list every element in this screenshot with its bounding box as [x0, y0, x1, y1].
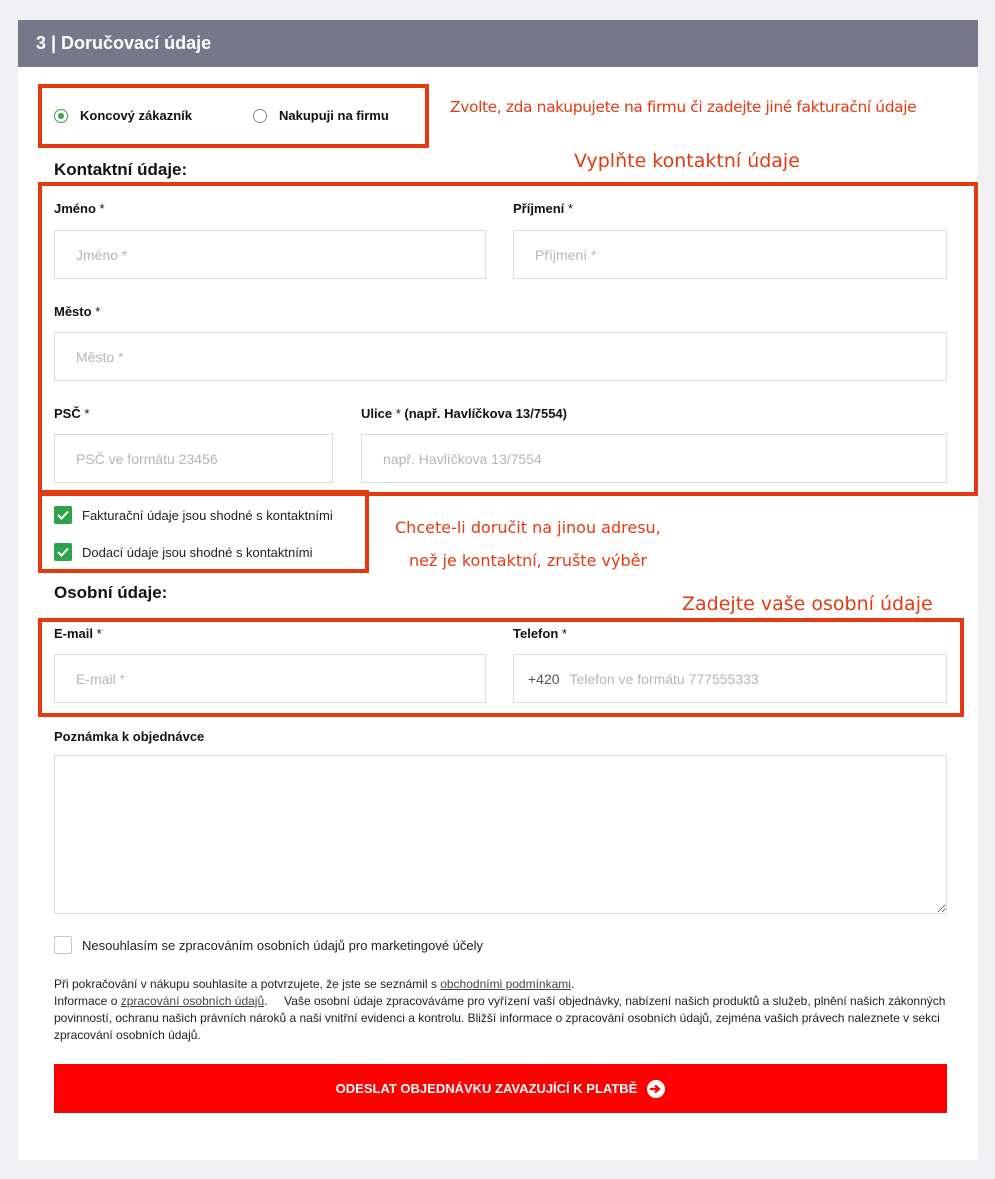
personal-section-title: Osobní údaje:	[54, 583, 168, 602]
street-label: Ulice * (např. Havlíčkova 13/7554)	[361, 406, 567, 421]
annotation-checkboxes-line2: než je kontaktní, zrušte výběr	[409, 551, 648, 570]
annotation-personal: Zadejte vaše osobní údaje	[682, 593, 933, 615]
radio-end-customer[interactable]	[54, 108, 192, 123]
last-name-label: Příjmení *	[513, 201, 573, 216]
billing-same-checkbox[interactable]	[54, 506, 333, 524]
checkmark-icon[interactable]	[54, 506, 72, 524]
submit-order-button[interactable]	[54, 1064, 947, 1113]
first-name-label: Jméno *	[54, 201, 105, 216]
phone-label: Telefon *	[513, 626, 567, 641]
zip-label: PSČ *	[54, 406, 90, 421]
checkmark-icon[interactable]	[54, 543, 72, 561]
phone-field[interactable]	[513, 654, 947, 703]
note-label: Poznámka k objednávce	[54, 729, 205, 744]
delivery-same-checkbox[interactable]	[54, 543, 313, 561]
annotation-checkboxes-line1: Chcete-li doručit na jinou adresu,	[395, 518, 661, 537]
last-name-input[interactable]	[513, 230, 947, 279]
phone-prefix: +420	[528, 670, 560, 687]
radio-unchecked-icon[interactable]	[253, 109, 267, 123]
legal-text: Při pokračování v nákupu souhlasíte a potvrzujete, že jste se seznámil s obchodními podmínkami. Informace o zpracování osobních údajů. Vaše osobní údaje zpracováváme pro vyřízení vaší objednávky, nabízení našich produktů a služeb, plnění našich zákonných povinností, ochranu našich právních nároků a naši vnitřní evidenci a kontrolu. Bližší informace o zpracování osobních údajů, zejména vašich právech naleznete v sekci zpracování osobních údajů.	[54, 977, 946, 1042]
marketing-label: Nesouhlasím se zpracováním osobních údajů pro marketingové účely	[82, 937, 484, 953]
contact-section-title: Kontaktní údaje:	[54, 160, 188, 179]
submit-label: ODESLAT OBJEDNÁVKU ZAVAZUJÍCÍ K PLATBĚ	[335, 1081, 638, 1096]
checkbox-empty-icon[interactable]	[54, 936, 72, 954]
annotation-contact: Vyplňte kontaktní údaje	[574, 150, 800, 172]
billing-same-label: Fakturační údaje jsou shodné s kontaktními	[82, 507, 333, 523]
delivery-same-label: Dodací údaje jsou shodné s kontaktními	[82, 544, 313, 560]
email-label: E-mail *	[54, 626, 102, 641]
phone-input[interactable]	[570, 655, 946, 702]
street-input[interactable]	[361, 434, 947, 483]
annotation-customer-type: Zvolte, zda nakupujete na firmu či zadejte jiné fakturační údaje	[450, 98, 917, 116]
radio-company-label: Nakupuji na firmu	[279, 108, 389, 123]
radio-company[interactable]	[253, 108, 389, 123]
note-textarea[interactable]	[54, 755, 947, 914]
first-name-input[interactable]	[54, 230, 486, 279]
city-label: Město *	[54, 304, 101, 319]
radio-end-customer-label: Koncový zákazník	[80, 108, 192, 123]
legal-body: Vaše osobní údaje zpracováváme pro vyřízení vaší objednávky, nabízení našich produktů a služeb, plnění našich zákonných povinností, ochranu našich právních nároků a naši vnitřní evidenci a kontrolu. Bližší informace o zpracování osobních údajů, zejména vašich právech naleznete v sekci zpracování osobních údajů.	[54, 994, 946, 1042]
email-input[interactable]	[54, 654, 486, 703]
arrow-right-circle-icon	[647, 1080, 665, 1098]
privacy-link[interactable]: zpracování osobních údajů	[120, 994, 265, 1008]
radio-checked-icon[interactable]	[54, 109, 68, 123]
zip-input[interactable]	[54, 434, 333, 483]
section-header: 3 | Doručovací údaje	[18, 20, 978, 67]
terms-link[interactable]: obchodními podmínkami	[440, 977, 571, 991]
marketing-checkbox[interactable]	[54, 936, 483, 954]
city-input[interactable]	[54, 332, 947, 381]
